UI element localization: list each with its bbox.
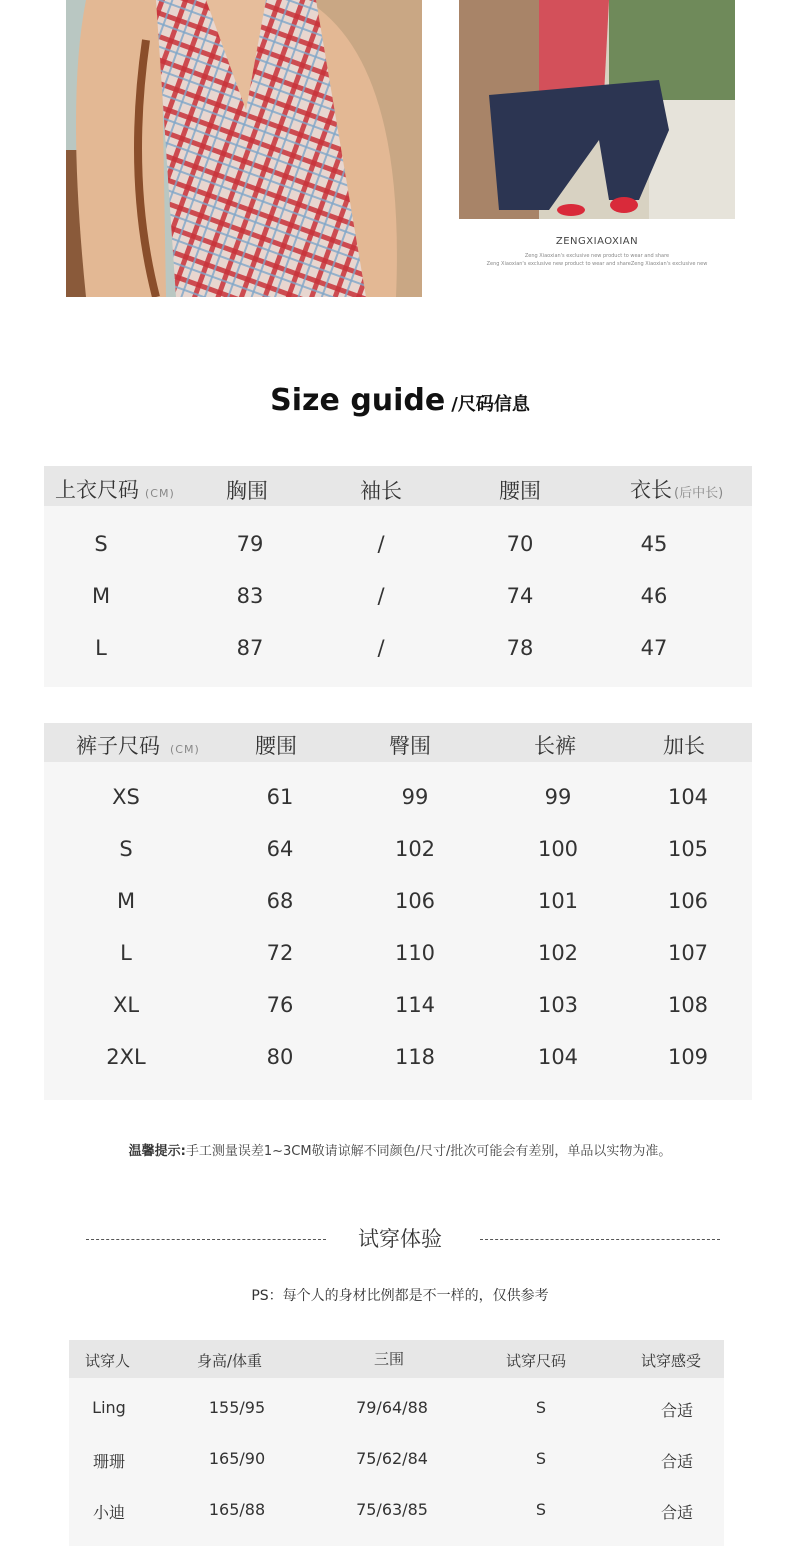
brand-tagline-2: Zeng Xiaoxian's exclusive new product to wear and shareZeng Xiaoxian's exclusive new (486, 261, 708, 267)
length-cell: 45 (640, 532, 668, 556)
size-guide-title-cn: /尺码信息 (451, 394, 530, 415)
size-cell: XS (112, 785, 140, 809)
header-tester: 试穿人 (85, 1352, 131, 1370)
hip-cell: 118 (394, 1045, 436, 1069)
size-cell: S (119, 837, 133, 861)
length-cell: 47 (640, 636, 668, 660)
waist-cell: 74 (506, 584, 534, 608)
try-on-table-header (69, 1340, 724, 1378)
header-waist: 腰围 (255, 734, 297, 758)
measurements-cell: 75/63/85 (356, 1500, 428, 1519)
measurements-cell: 79/64/88 (356, 1398, 428, 1417)
top-size-table (44, 466, 752, 687)
tip-text: 手工测量误差1~3CM敬请谅解不同颜色/尺寸/批次可能会有差别，单品以实物为准。 (185, 1144, 672, 1159)
extended-cell: 108 (667, 993, 709, 1017)
extended-cell: 107 (667, 941, 709, 965)
header-height-weight: 身高/体重 (197, 1352, 263, 1370)
try-size-cell: S (535, 1500, 547, 1519)
trousers-cell: 100 (537, 837, 579, 861)
extended-cell: 109 (667, 1045, 709, 1069)
feel-cell: 合适 (660, 1503, 693, 1522)
model-photo-right-image (459, 0, 735, 219)
size-cell: 2XL (106, 1045, 146, 1069)
model-photo-left-image (66, 0, 422, 297)
size-guide-title (0, 383, 800, 418)
feel-cell: 合适 (660, 1452, 693, 1471)
size-cell: S (94, 532, 108, 556)
waist-cell: 64 (266, 837, 294, 861)
try-on-table (69, 1340, 724, 1546)
height-weight-cell: 165/88 (208, 1500, 266, 1519)
extended-cell: 104 (667, 785, 709, 809)
size-cell: L (120, 941, 132, 965)
waist-cell: 70 (506, 532, 534, 556)
tester-cell: 小迪 (92, 1503, 125, 1522)
trousers-cell: 101 (537, 889, 579, 913)
size-cell: L (95, 636, 107, 660)
header-sleeve: 袖长 (360, 479, 402, 503)
feel-cell: 合适 (660, 1401, 693, 1420)
sleeve-cell: / (377, 636, 385, 660)
extended-cell: 105 (667, 837, 709, 861)
extended-cell: 106 (667, 889, 709, 913)
sleeve-cell: / (377, 532, 385, 556)
trousers-cell: 102 (537, 941, 579, 965)
header-feel: 试穿感受 (641, 1352, 702, 1370)
tip-label: 温馨提示: (128, 1144, 186, 1159)
hip-cell: 110 (394, 941, 436, 965)
waist-cell: 78 (506, 636, 534, 660)
model-photo-right (459, 0, 735, 219)
tester-cell: Ling (92, 1398, 126, 1417)
brand-name: ZENGXIAOXIAN (555, 236, 639, 247)
height-weight-cell: 155/95 (208, 1398, 266, 1417)
header-bust: 胸围 (226, 479, 268, 503)
hip-cell: 99 (401, 785, 429, 809)
size-cell: XL (112, 993, 140, 1017)
header-hip: 臀围 (389, 734, 431, 758)
header-measurements: 三围 (374, 1350, 405, 1368)
header-length: 衣长 (后中长) (630, 478, 724, 502)
waist-cell: 72 (266, 941, 294, 965)
header-trousers: 长裤 (534, 734, 576, 758)
top-size-table-header (44, 466, 752, 506)
header-pants-size: 裤子尺码 (CM) (76, 734, 200, 758)
header-top-size: 上衣尺码 (CM) (55, 478, 175, 502)
waist-cell: 80 (266, 1045, 294, 1069)
length-cell: 46 (640, 584, 668, 608)
measurement-tip (0, 1140, 800, 1159)
try-on-note: PS：每个人的身材比例都是不一样的，仅供参考 (251, 1288, 549, 1304)
size-cell: M (91, 584, 111, 608)
pants-size-table-header (44, 723, 752, 762)
hip-cell: 106 (394, 889, 436, 913)
bust-cell: 79 (236, 532, 264, 556)
try-size-cell: S (535, 1449, 547, 1468)
size-guide-title-en: Size guide (270, 383, 446, 418)
model-photo-left (66, 0, 422, 297)
sleeve-cell: / (377, 584, 385, 608)
bust-cell: 87 (236, 636, 264, 660)
size-cell: M (116, 889, 136, 913)
try-size-cell: S (535, 1398, 547, 1417)
trousers-cell: 99 (544, 785, 572, 809)
height-weight-cell: 165/90 (208, 1449, 266, 1468)
bust-cell: 83 (236, 584, 264, 608)
pants-size-table (44, 723, 752, 1100)
header-waist: 腰围 (499, 479, 541, 503)
waist-cell: 61 (266, 785, 294, 809)
trousers-cell: 103 (537, 993, 579, 1017)
tester-cell: 珊珊 (92, 1452, 125, 1471)
try-on-title-row (0, 1223, 800, 1253)
hip-cell: 114 (394, 993, 436, 1017)
header-try-size: 试穿尺码 (506, 1352, 567, 1370)
brand-tagline: Zeng Xiaoxian's exclusive new product to wear and share (524, 253, 670, 259)
brand-caption (459, 236, 735, 268)
divider-right (480, 1239, 720, 1240)
waist-cell: 68 (266, 889, 294, 913)
header-extended: 加长 (663, 734, 705, 758)
try-on-title: 试穿体验 (358, 1227, 442, 1251)
waist-cell: 76 (266, 993, 294, 1017)
trousers-cell: 104 (537, 1045, 579, 1069)
hip-cell: 102 (394, 837, 436, 861)
measurements-cell: 75/62/84 (356, 1449, 428, 1468)
